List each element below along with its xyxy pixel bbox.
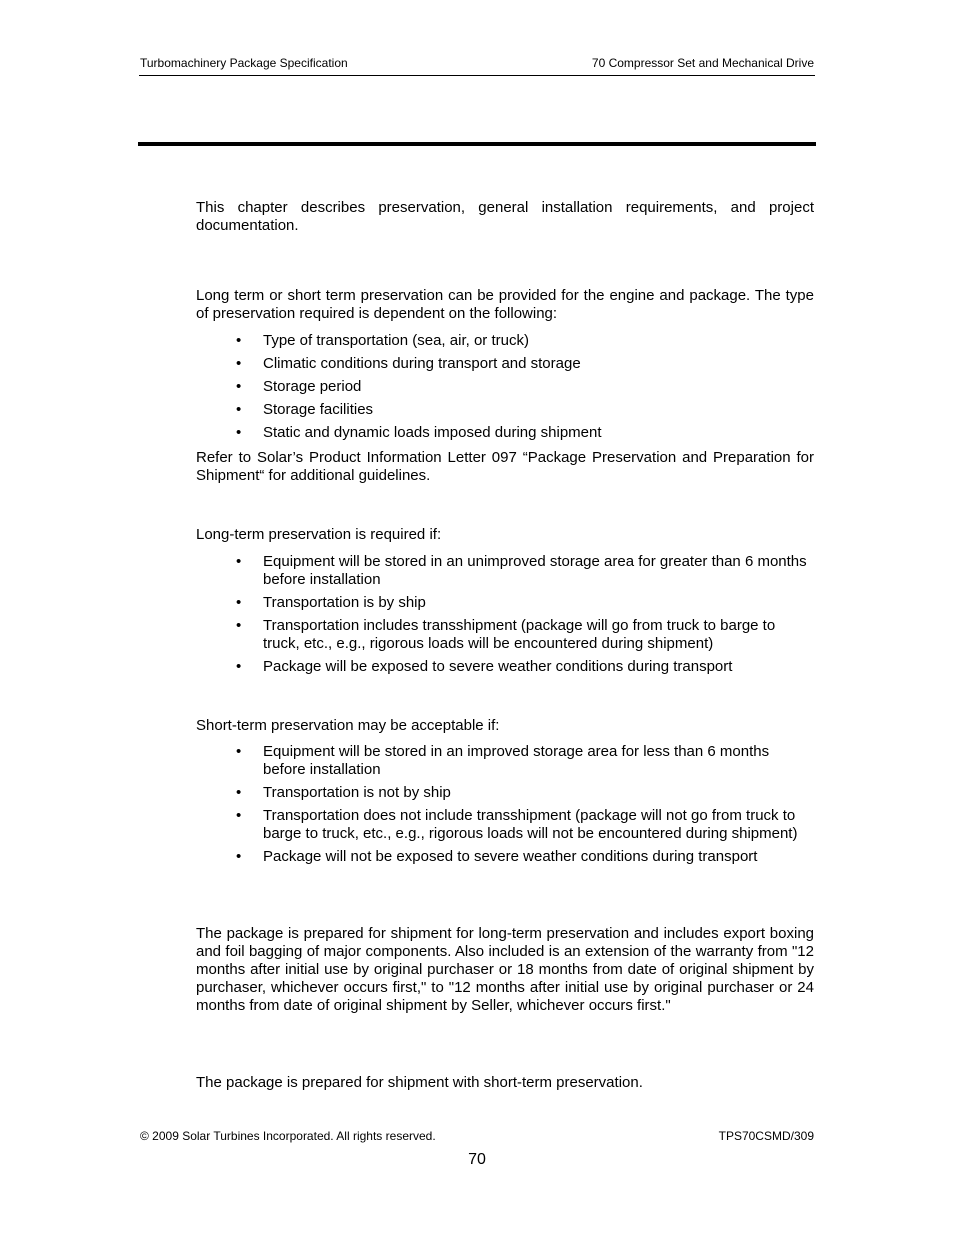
long-term-shipment-text: The package is prepared for shipment for long-term preservation and includes export boxing and foil bagging of major components. Also included is an extension of the warranty from "12 months after initial use by original purchaser or 18 months from date of original shipment by purchaser, whichever occurs first," to "12 months after initial use by original purchaser or 24 months from date of original shipment by Seller, whichever occurs first." (196, 925, 814, 1014)
bullet-icon: • (236, 848, 242, 865)
preservation-bullet-list (196, 332, 814, 447)
intro-text: This chapter describes preservation, general installation requirements, and project documentation. (196, 199, 814, 234)
refer-paragraph (196, 449, 814, 485)
chapter-divider (138, 142, 816, 146)
list-item: • Package will be exposed to severe weather conditions during transport (236, 658, 733, 675)
short-term-bullet-list (196, 743, 814, 871)
bullet-icon: • (236, 617, 242, 634)
bullet-icon: • (236, 594, 242, 611)
refer-text: Refer to Solar’s Product Information Letter 097 “Package Preservation and Preparation for Shipment“ for additional guidelines. (196, 449, 814, 484)
page-number: 70 (468, 1151, 486, 1168)
long-term-text: Long-term preservation is required if: (196, 526, 442, 543)
list-item: • Transportation is not by ship (236, 784, 451, 801)
intro-paragraph (196, 199, 814, 235)
list-item: • Transportation does not include transshipment (package will not go from truck to barge to truck, etc., e.g., rigorous loads will not be encountered during shipment) (236, 807, 798, 842)
list-item: • Equipment will be stored in an unimproved storage area for greater than 6 months before installation (236, 553, 807, 588)
list-item: • Storage period (236, 378, 362, 395)
bullet-icon: • (236, 401, 242, 418)
list-item: • Static and dynamic loads imposed during shipment (236, 424, 602, 441)
short-term-heading-paragraph (196, 717, 814, 735)
page-header (139, 55, 815, 76)
header-left-text: Turbomachinery Package Specification (140, 56, 348, 70)
preservation-paragraph (196, 287, 814, 323)
list-item: • Storage facilities (236, 401, 374, 418)
copyright-text: © 2009 Solar Turbines Incorporated. All rights reserved. (140, 1129, 436, 1143)
preservation-text: Long term or short term preservation can be provided for the engine and package. The type of preservation required is dependent on the following: (196, 287, 814, 322)
bullet-icon: • (236, 784, 242, 801)
list-item: • Type of transportation (sea, air, or truck) (236, 332, 529, 349)
bullet-icon: • (236, 378, 242, 395)
list-item: • Climatic conditions during transport and storage (236, 355, 581, 372)
document-code: TPS70CSMD/309 (718, 1129, 814, 1143)
short-term-shipment-paragraph (196, 1074, 814, 1092)
short-term-shipment-text: The package is prepared for shipment with short-term preservation. (196, 1074, 643, 1091)
bullet-icon: • (236, 424, 242, 441)
list-item: • Equipment will be stored in an improved storage area for less than 6 months before installation (236, 743, 770, 778)
long-term-bullet-list (196, 553, 814, 681)
header-right-text: 70 Compressor Set and Mechanical Drive (591, 56, 814, 70)
bullet-icon: • (236, 743, 242, 760)
bullet-icon: • (236, 553, 242, 570)
bullet-icon: • (236, 658, 242, 675)
list-item: • Transportation includes transshipment (package will go from truck to barge to truck, etc., e.g., rigorous loads will be encountered during shipment) (236, 617, 776, 652)
long-term-heading-paragraph (196, 526, 814, 544)
bullet-icon: • (236, 807, 242, 824)
list-item: • Package will not be exposed to severe weather conditions during transport (236, 848, 758, 865)
list-item: • Transportation is by ship (236, 594, 426, 611)
long-term-shipment-paragraph (196, 925, 814, 1015)
bullet-icon: • (236, 332, 242, 349)
short-term-text: Short-term preservation may be acceptable if: (196, 717, 500, 734)
bullet-icon: • (236, 355, 242, 372)
